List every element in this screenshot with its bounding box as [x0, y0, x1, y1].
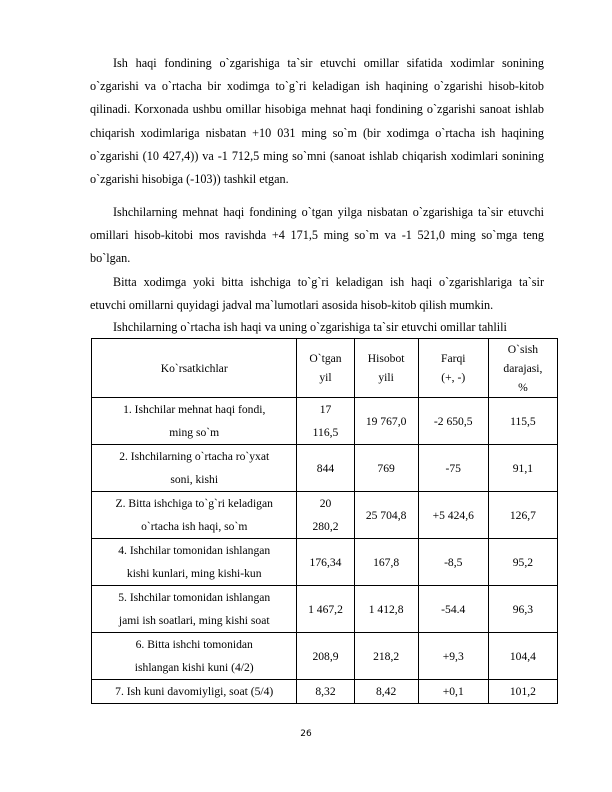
cell-indicator	[92, 633, 297, 680]
cell-growth: 96,3	[488, 586, 557, 633]
cell-growth: 126,7	[488, 492, 557, 539]
header-text: Farqi	[441, 352, 466, 365]
table-row	[92, 398, 558, 445]
header-text: Ko`rsatkichlar	[160, 361, 228, 375]
cell-previous: 1 467,2	[297, 586, 354, 633]
cell-previous: 208,9	[297, 633, 354, 680]
cell-text: 17	[319, 403, 332, 416]
cell-previous	[297, 492, 354, 539]
cell-report: 218,2	[354, 633, 418, 680]
cell-growth: 95,2	[488, 539, 557, 586]
paragraph-3	[90, 271, 544, 317]
header-text: O`tgan	[309, 352, 342, 365]
cell-text: 280,2	[312, 520, 339, 533]
cell-previous: 8,32	[297, 680, 354, 704]
cell-text: soni, kishi	[170, 473, 219, 486]
cell-indicator	[92, 398, 297, 445]
cell-previous	[297, 398, 354, 445]
cell-previous: 844	[297, 445, 354, 492]
cell-growth: 104,4	[488, 633, 557, 680]
cell-indicator	[92, 539, 297, 586]
cell-growth: 101,2	[488, 680, 557, 704]
cell-report: 8,42	[354, 680, 418, 704]
cell-report: 167,8	[354, 539, 418, 586]
cell-indicator	[92, 492, 297, 539]
cell-difference: -54.4	[418, 586, 488, 633]
cell-growth: 115,5	[488, 398, 557, 445]
header-text: Hisobot	[367, 352, 405, 365]
cell-indicator: 7. Ish kuni davomiyligi, soat (5/4)	[92, 680, 297, 704]
cell-report: 25 704,8	[354, 492, 418, 539]
cell-text: Z. Bitta ishchiga to`g`ri keladigan	[115, 497, 273, 510]
table-row	[92, 445, 558, 492]
header-previous-year	[297, 339, 354, 398]
header-report-year	[354, 339, 418, 398]
cell-text: jami ish soatlari, ming kishi soat	[118, 614, 270, 627]
cell-previous: 176,34	[297, 539, 354, 586]
header-text: yili	[378, 371, 394, 384]
data-table	[91, 338, 558, 704]
header-difference	[418, 339, 488, 398]
cell-text: 2. Ishchilarning o`rtacha ro`yxat	[119, 450, 270, 463]
header-text: yil	[319, 371, 332, 384]
cell-text: 4. Ishchilar tomonidan ishlangan	[118, 544, 271, 557]
cell-difference: -2 650,5	[418, 398, 488, 445]
header-indicators	[92, 339, 297, 398]
table-caption: Ishchilarning o`rtacha ish haqi va uning o`zgarishiga ta`sir etuvchi omillar tahlili	[113, 320, 507, 334]
table-row	[92, 492, 558, 539]
cell-text: 6. Bitta ishchi tomonidan	[135, 638, 253, 651]
cell-difference: +5 424,6	[418, 492, 488, 539]
cell-text: 116,5	[312, 426, 339, 439]
cell-difference: +9,3	[418, 633, 488, 680]
cell-text: 20	[319, 497, 332, 510]
cell-text: 1. Ishchilar mehnat haqi fondi,	[123, 403, 266, 416]
paragraph-2	[90, 201, 544, 271]
cell-text: kishi kunlari, ming kishi-kun	[126, 567, 262, 580]
cell-indicator	[92, 586, 297, 633]
cell-report: 1 412,8	[354, 586, 418, 633]
paragraph-3-text: Bitta xodimga yoki bitta ishchiga to`g`ri keladigan ish haqi o`zgarishlariga ta`sir etuvchi omillarni quyidagi jadval ma`lumotlari asosida hisob-kitob qilish mumkin.	[90, 275, 544, 313]
cell-text: o`rtacha ish haqi, so`m	[141, 520, 248, 533]
cell-text: 5. Ishchilar tomonidan ishlangan	[118, 591, 271, 604]
cell-report: 769	[354, 445, 418, 492]
cell-report: 19 767,0	[354, 398, 418, 445]
header-growth-rate	[488, 339, 557, 398]
cell-difference: +0,1	[418, 680, 488, 704]
header-text: (+, -)	[441, 371, 466, 384]
cell-text: ishlangan kishi kuni (4/2)	[134, 661, 254, 674]
table-row	[92, 539, 558, 586]
header-text: O`sish	[507, 342, 539, 356]
page-number: 26	[300, 729, 312, 739]
paragraph-1-text: Ish haqi fondining o`zgarishiga ta`sir etuvchi omillar sifatida xodimlar sonining o`zgarishi va o`rtacha bir xodimga to`g`ri keladigan ish haqining o`zgarishi hisob-kitob qilinadi. Korxonada ushbu omillar hisobiga mehnat haqi fondining o`zgarishi sanoat ishlab chiqarish xodimlariga nisbatan +10 031 ming so`m (bir xodimga o`rtacha ish haqining o`zgarishi (10 427,4)) va -1 712,5 ming so`mni (sanoat ishlab chiqarish xodimlari sonining o`zgarishi hisobiga (-103)) tashkil etgan.	[90, 56, 544, 187]
cell-difference: -75	[418, 445, 488, 492]
cell-difference: -8,5	[418, 539, 488, 586]
table-row	[92, 633, 558, 680]
cell-indicator	[92, 445, 297, 492]
table-row	[92, 680, 558, 704]
header-text: %	[518, 380, 528, 394]
table-row	[92, 586, 558, 633]
header-text: darajasi,	[503, 361, 543, 375]
cell-growth: 91,1	[488, 445, 557, 492]
table-header-row	[92, 339, 558, 398]
paragraph-2-text: Ishchilarning mehnat haqi fondining o`tgan yilga nisbatan o`zgarishiga ta`sir etuvchi omillari hisob-kitobi mos ravishda +4 171,5 ming so`m va -1 521,0 ming so`mga teng bo`lgan.	[90, 205, 544, 266]
paragraph-1	[90, 52, 544, 191]
cell-text: ming so`m	[169, 426, 220, 439]
